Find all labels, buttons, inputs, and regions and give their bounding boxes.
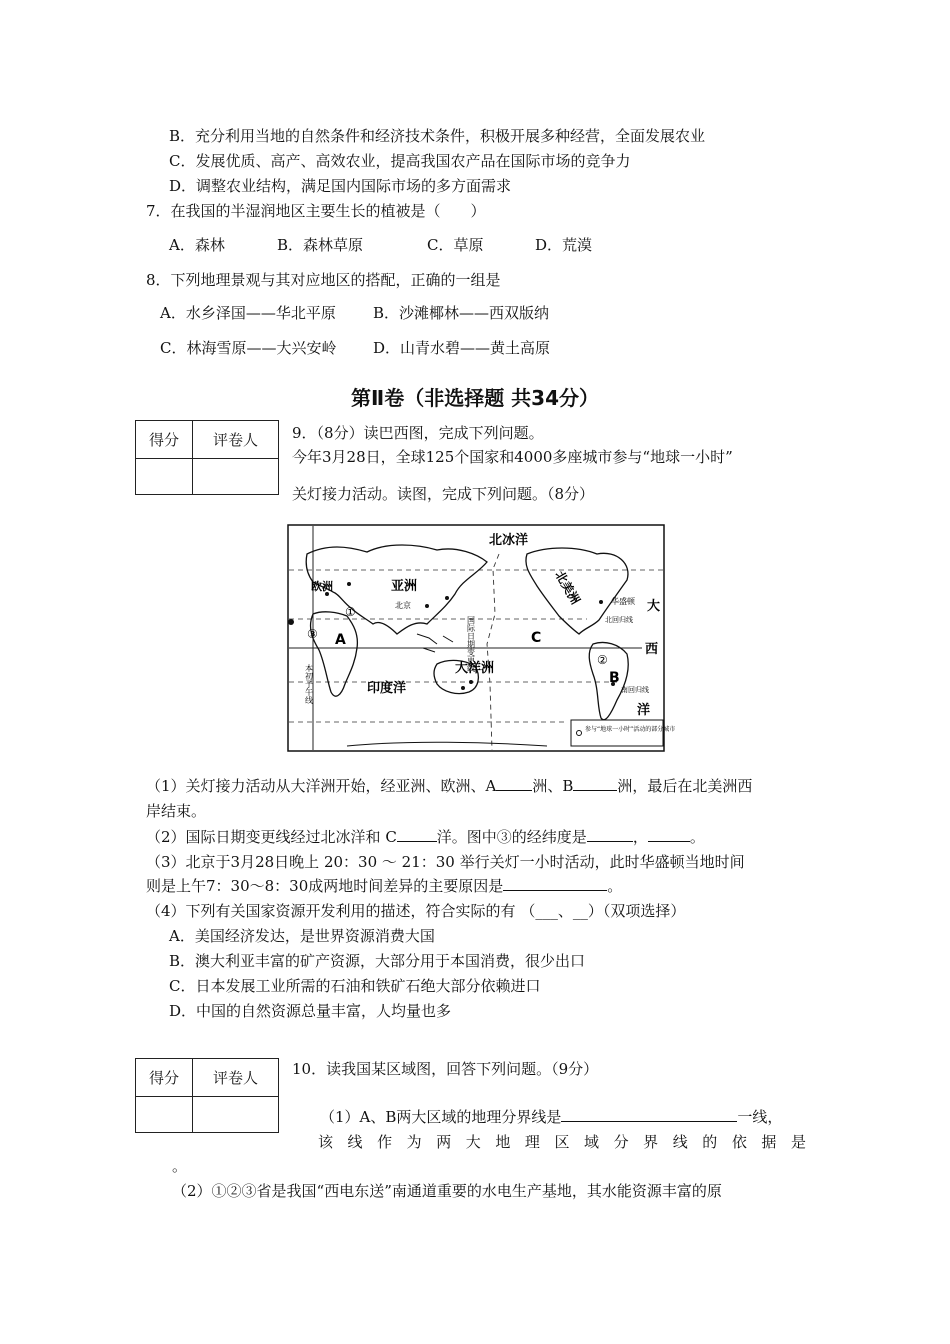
map-label-west: 西 (645, 642, 659, 657)
q9-p1-text-b: 洲、B (532, 777, 574, 795)
q9-p1-text-c: 洲，最后在北美洲西 (617, 777, 753, 795)
q10-p1-line2: 该线作为两大地理区域分界线的依据是 (318, 1133, 806, 1151)
section-title: 第Ⅱ卷（非选择题 共34分） (351, 386, 599, 410)
map-label-prime-meridian: 本初子午线 (304, 664, 314, 704)
q9-p3-line1: （3）北京于3月28日晚上 20：30 ～ 21：30 举行关灯一小时活动，此时华盛顿当地时间 (146, 853, 745, 871)
q9-intro-line1: 今年3月28日，全球125个国家和4000多座城市参与“地球一小时” (292, 448, 733, 466)
q8-option-c: C．林海雪原——大兴安岭 (160, 339, 337, 357)
map-label-oceania: 大洋洲 (455, 661, 495, 676)
map-label-date-line: 国际日期变更线 (466, 616, 476, 672)
q9-p2-text-b: 洋。图中③的经纬度是 (436, 828, 587, 846)
q6-option-b: B．充分利用当地的自然条件和经济技术条件，积极开展多种经营，全面发展农业 (169, 127, 706, 145)
q8-option-d: D．山青水碧——黄土高原 (373, 339, 551, 357)
q10-blank-boundary[interactable] (561, 1107, 737, 1122)
q10-p1-text-b: 一线， (737, 1108, 783, 1126)
score-label: 得分 (136, 421, 193, 459)
score-box-q10 (135, 1058, 279, 1133)
q9-p2-text-c: ， (632, 828, 648, 846)
q9-p1-text-a: （1）关灯接力活动从大洋洲开始，经亚洲、欧洲、A (146, 777, 497, 795)
map-label-circle1: ① (345, 605, 356, 619)
q9-p3-text-c: 。 (607, 877, 623, 895)
q6-option-d: D．调整农业结构，满足国内国际市场的多方面需求 (169, 177, 512, 195)
map-label-tropic-cancer: 北回归线 (605, 616, 633, 624)
q9-blank-lat[interactable] (648, 827, 690, 842)
q7-stem: 7．在我国的半湿润地区主要生长的植被是（ ） (146, 202, 486, 220)
map-label-b: B (609, 670, 620, 686)
map-label-a: A (335, 632, 346, 648)
score-cell[interactable] (136, 459, 193, 495)
q10-p1-end: 。 (172, 1157, 188, 1175)
map-label-tropic-capricorn: 南回归线 (621, 686, 649, 694)
map-label-washington: 华盛顿 (611, 597, 635, 606)
q9-p2-text-d: 。 (689, 828, 705, 846)
map-label-circle3: ③ (307, 627, 318, 641)
map-label-north-america: 北美洲 (552, 568, 583, 607)
grader-label: 评卷人 (193, 421, 279, 459)
q9-blank-reason[interactable] (503, 876, 607, 891)
map-label-c: C (531, 630, 542, 646)
q9-p2 (146, 827, 705, 847)
q10-p1-text-a: （1）A、B两大区域的地理分界线是 (320, 1108, 562, 1126)
q7-option-b: B．森林草原 (277, 236, 364, 254)
map-label-circle2: ② (597, 653, 608, 667)
q9-option-c: C．日本发展工业所需的石油和铁矿石绝大部分依赖进口 (169, 977, 541, 995)
map-label-arctic: 北冰洋 (489, 533, 529, 548)
score-cell[interactable] (136, 1097, 193, 1133)
q8-option-a: A．水乡泽国——华北平原 (160, 304, 336, 322)
q7-option-d: D．荒漠 (535, 236, 593, 254)
q10-p1 (320, 1107, 782, 1127)
q8-option-b: B．沙滩椰林——西双版纳 (373, 304, 550, 322)
q9-blank-c[interactable] (397, 827, 437, 842)
q9-p3-text-b: 则是上午7：30～8：30成两地时间差异的主要原因是 (146, 877, 504, 895)
q6-option-c: C．发展优质、高产、高效农业，提高我国农产品在国际市场的竞争力 (169, 152, 631, 170)
map-label-ocean-char: 洋 (637, 703, 651, 718)
map-label-tropic-cancer-da: 大 (647, 599, 661, 614)
q7-option-c: C．草原 (427, 236, 484, 254)
q10-stem: 10．读我国某区域图，回答下列问题。（9分） (292, 1060, 599, 1078)
q9-p3-line2 (146, 876, 622, 896)
q10-p2: （2）①②③省是我国“西电东送”南通道重要的水电生产基地，其水能资源丰富的原 (172, 1182, 722, 1200)
q9-p1 (146, 776, 752, 796)
score-label: 得分 (136, 1059, 193, 1097)
map-legend-text: 参与“地球一小时”活动的部分城市 (585, 726, 676, 733)
q9-option-a: A．美国经济发达，是世界资源消费大国 (169, 927, 435, 945)
q9-stem: 9．（8分）读巴西图，完成下列问题。 (292, 424, 544, 442)
map-label-europe: 欧洲 (311, 580, 333, 593)
q9-blank-a[interactable] (496, 776, 532, 791)
q9-p1-cont: 岸结束。 (146, 802, 207, 820)
q9-option-d: D．中国的自然资源总量丰富，人均量也多 (169, 1002, 452, 1020)
map-label-asia: 亚洲 (391, 579, 418, 594)
q9-intro-line2: 关灯接力活动。读图，完成下列问题。（8分） (292, 485, 595, 503)
score-box-q9 (135, 420, 279, 495)
world-map (287, 524, 676, 752)
q9-p2-text-a: （2）国际日期变更线经过北冰洋和 C (146, 828, 397, 846)
map-label-indian-ocean: 印度洋 (367, 681, 407, 696)
q7-option-a: A．森林 (169, 236, 225, 254)
q9-blank-b[interactable] (573, 776, 617, 791)
grader-cell[interactable] (193, 1097, 279, 1133)
q9-p4: （4）下列有关国家资源开发利用的描述，符合实际的有 （___、__）（双项选择） (146, 902, 686, 920)
grader-cell[interactable] (193, 459, 279, 495)
map-label-beijing: 北京 (395, 601, 411, 610)
grader-label: 评卷人 (193, 1059, 279, 1097)
q8-stem: 8．下列地理景观与其对应地区的搭配，正确的一组是 (146, 271, 501, 289)
q9-option-b: B．澳大利亚丰富的矿产资源，大部分用于本国消费，很少出口 (169, 952, 586, 970)
q9-blank-lon[interactable] (587, 827, 633, 842)
